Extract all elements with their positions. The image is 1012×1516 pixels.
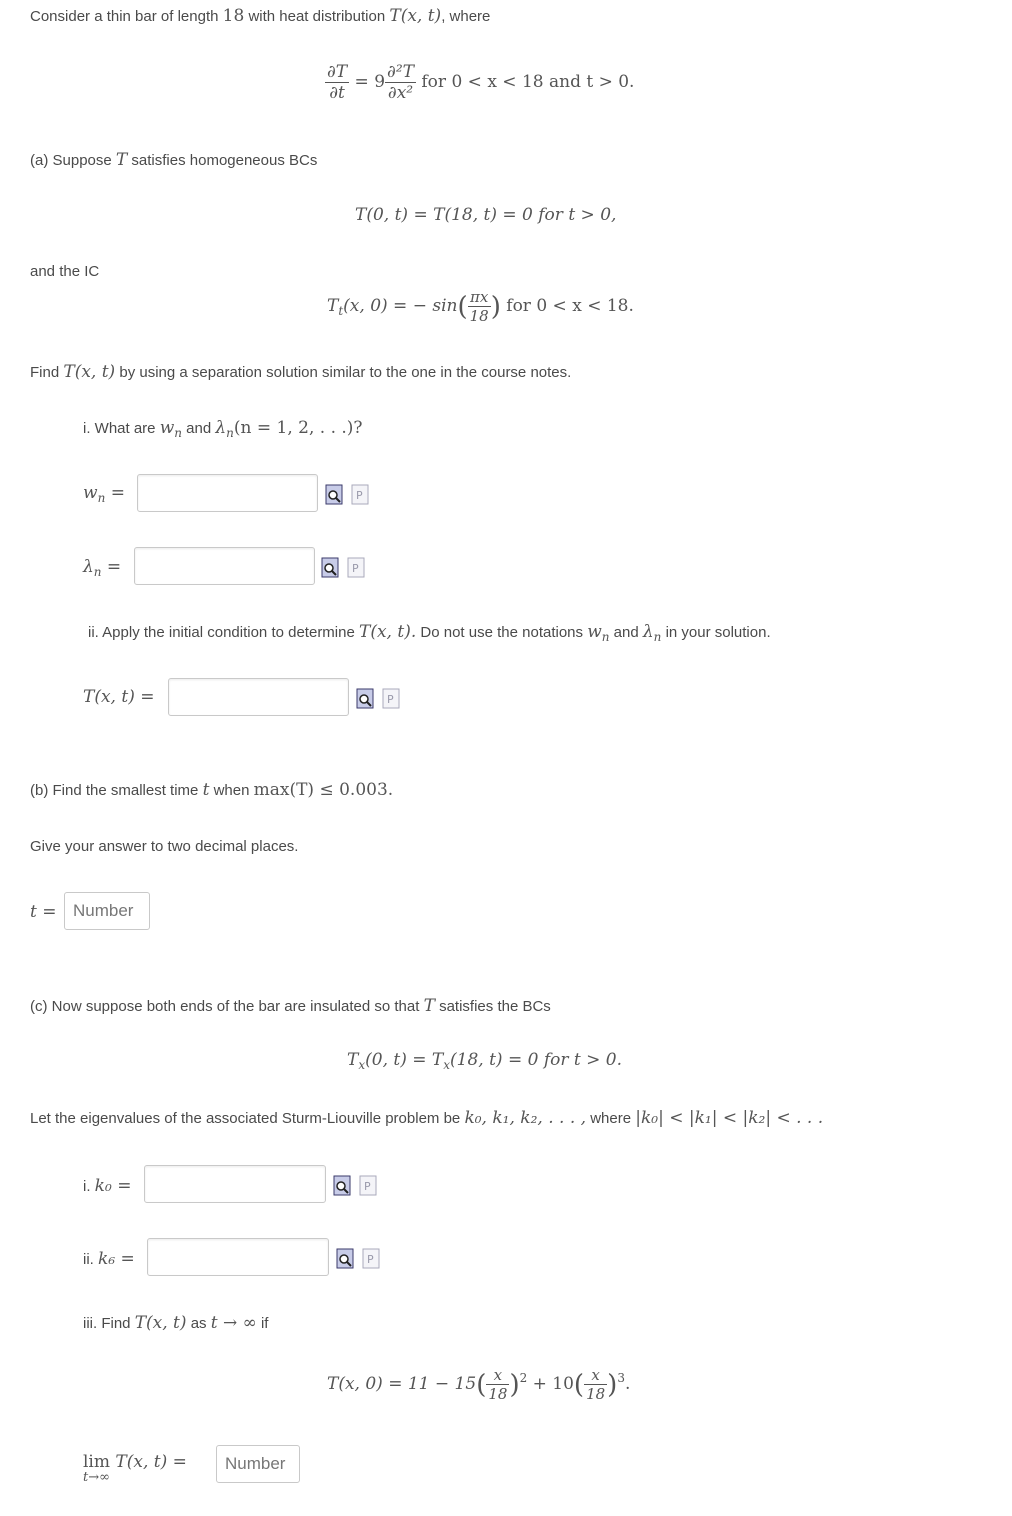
math-help-icon[interactable] bbox=[382, 688, 402, 710]
part-b-question: (b) Find the smallest time t when max(T) ≤ 0.003. bbox=[30, 780, 394, 800]
w-n-label: $w_n$ = bbox=[83, 483, 125, 505]
initial-condition: $T_t(x$, 0) = − sin( $\frac{\pi x}{18}$ ) for 0 < x < 18. bbox=[327, 288, 634, 325]
lambda-n-label: $\lambda_n$ = bbox=[83, 557, 122, 579]
preview-icon[interactable] bbox=[356, 688, 376, 710]
preview-icon[interactable] bbox=[336, 1248, 356, 1270]
svg-text:P: P bbox=[367, 1253, 374, 1266]
intro-sentence: Consider a thin bar of length 18 with heat distribution T(x, t), where bbox=[30, 6, 491, 26]
k6-input[interactable] bbox=[147, 1238, 329, 1276]
w-n-input[interactable] bbox=[137, 474, 318, 512]
t-number-input[interactable]: Number bbox=[64, 892, 150, 930]
ic-label: and the IC bbox=[30, 263, 100, 280]
preview-icon[interactable] bbox=[325, 484, 345, 506]
svg-text:P: P bbox=[364, 1180, 371, 1193]
preview-icon[interactable] bbox=[333, 1175, 353, 1197]
limit-number-input[interactable]: Number bbox=[216, 1445, 300, 1483]
part-a-intro: (a) Suppose T satisfies homogeneous BCs bbox=[30, 150, 318, 170]
heat-equation: $\frac{\partial T}{\partial t}$ = 9 $\frac{\text{∂²T}}{\text{∂x²}}$ for 0 < x < 18 and t > 0. bbox=[327, 62, 635, 103]
k0-input[interactable] bbox=[144, 1165, 326, 1203]
math-help-icon[interactable] bbox=[351, 484, 371, 506]
T-solution-label: T(x, t) = bbox=[83, 687, 155, 707]
boundary-conditions: T(0, t) = T(18, t) = 0 for t > 0, bbox=[355, 205, 617, 225]
question-a-ii: ii. Apply the initial condition to determine T(x, t). Do not use the notations $w_n$ and $\lambda_n$ in your solution. bbox=[88, 622, 771, 644]
eigenvalue-statement: Let the eigenvalues of the associated Sturm-Liouville problem be k₀, k₁, k₂, . . . , where |k₀| < |k₁| < |k₂| < . . . bbox=[30, 1108, 824, 1128]
math-help-icon[interactable] bbox=[347, 557, 367, 579]
svg-text:P: P bbox=[352, 562, 359, 575]
part-b-instruction: Give your answer to two decimal places. bbox=[30, 838, 299, 855]
t-label: t = bbox=[30, 902, 57, 922]
svg-text:P: P bbox=[387, 693, 394, 706]
math-help-icon[interactable] bbox=[362, 1248, 382, 1270]
neumann-bcs: $T_x(0$, $t) = T_x(18$, t) = 0 for t > 0. bbox=[347, 1050, 622, 1072]
question-c-iii: iii. Find T(x, t) as t → ∞ if bbox=[83, 1313, 269, 1333]
find-instruction: Find T(x, t) by using a separation solution similar to the one in the course notes. bbox=[30, 362, 572, 382]
part-c-initial-condition: T(x, 0) = 11 − 15( $\frac{x}{18}$ )$^2$ + 10( $\frac{x}{18}$ )$^3$. bbox=[327, 1366, 631, 1403]
part-c-intro: (c) Now suppose both ends of the bar are insulated so that T satisfies the BCs bbox=[30, 996, 551, 1016]
math-help-icon[interactable] bbox=[359, 1175, 379, 1197]
svg-text:P: P bbox=[356, 489, 363, 502]
k0-label: i. k₀ = bbox=[83, 1176, 132, 1196]
question-a-i: i. What are $w_n$ and $\lambda_n(n = 1$, 2, . . .)? bbox=[83, 418, 363, 440]
T-solution-input[interactable] bbox=[168, 678, 349, 716]
limit-expression: lim t→∞ T(x, t) = bbox=[83, 1452, 187, 1485]
preview-icon[interactable] bbox=[321, 557, 341, 579]
k6-label: ii. k₆ = bbox=[83, 1249, 135, 1269]
lambda-n-input[interactable] bbox=[134, 547, 315, 585]
